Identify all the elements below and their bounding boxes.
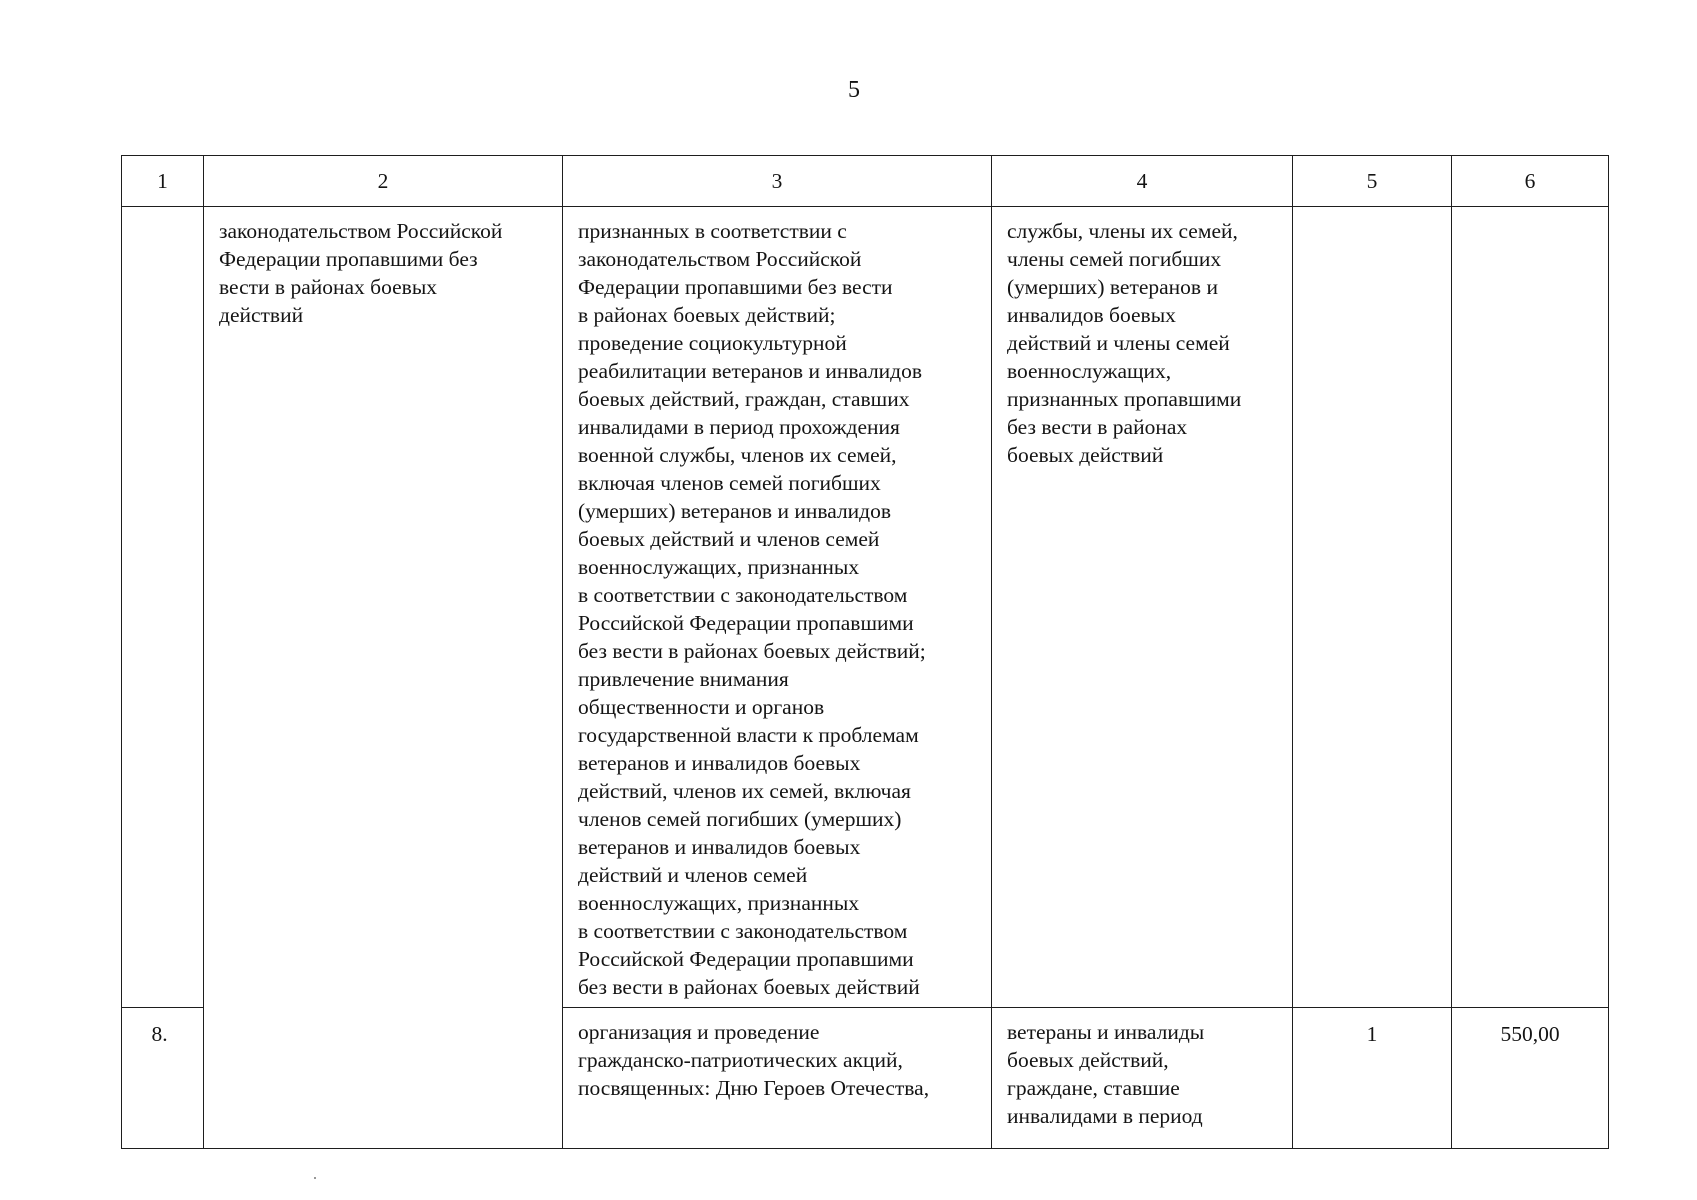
activities-text: признанных в соответствии с законодательством Российской Федерации пропавшими без вести в районах боевых действий; проведение социокультурной реабилитации ветеранов и инвалидов боевых действий, граждан, ставших инвалидами в период прохождения военной службы, членов их семей, включая членов семей погибших (умерших) ветеранов и инвалидов боевых действий и членов семей военнослужащих, признанных в соответствии с законодательством Российской Федерации пропавшими без вести в районах боевых действий; привлечение внимания общественности и органов государственной власти к проблемам ветеранов и инвалидов боевых действий, членов их семей, включая членов семей погибших (умерших) ветеранов и инвалидов боевых действий и членов семей военнослужащих, признанных в соответствии с законодательством Российской Федерации пропавшими без вести в районах боевых действий bbox=[578, 219, 926, 999]
cell-direction bbox=[204, 207, 563, 1149]
cell-amount bbox=[1452, 207, 1609, 1008]
cell-row-number bbox=[122, 1008, 204, 1149]
table-header-row bbox=[122, 156, 1609, 207]
page-number: 5 bbox=[848, 77, 860, 103]
cell-participants bbox=[992, 1008, 1293, 1149]
column-header-6: 6 bbox=[1452, 156, 1609, 207]
data-table bbox=[121, 155, 1609, 1149]
cell-amount bbox=[1452, 1008, 1609, 1149]
activities-text: организация и проведение гражданско-патриотических акций, посвященных: Дню Героев Отечества, bbox=[578, 1020, 930, 1100]
cell-activities bbox=[563, 1008, 992, 1149]
column-header-2: 2 bbox=[204, 156, 563, 207]
column-header-4: 4 bbox=[992, 156, 1293, 207]
cell-row-number bbox=[122, 207, 204, 1008]
participants-text: службы, члены их семей, члены семей погибших (умерших) ветеранов и инвалидов боевых действий и члены семей военнослужащих, признанных пропавшими без вести в районах боевых действий bbox=[1007, 219, 1242, 467]
cell-activities bbox=[563, 207, 992, 1008]
direction-text: законодательством Российской Федерации пропавшими без вести в районах боевых действий bbox=[219, 219, 503, 327]
cell-count bbox=[1293, 1008, 1452, 1149]
column-header-5: 5 bbox=[1293, 156, 1452, 207]
cell-participants bbox=[992, 207, 1293, 1008]
table-row-continued bbox=[122, 207, 1609, 1008]
column-header-1: 1 bbox=[122, 156, 204, 207]
scan-artifact bbox=[314, 1177, 316, 1179]
row-number: 8. bbox=[151, 1022, 168, 1046]
column-header-3: 3 bbox=[563, 156, 992, 207]
cell-count bbox=[1293, 207, 1452, 1008]
amount-value: 550,00 bbox=[1500, 1022, 1560, 1046]
count-value: 1 bbox=[1366, 1022, 1378, 1046]
participants-text: ветераны и инвалиды боевых действий, граждане, ставшие инвалидами в период bbox=[1007, 1020, 1205, 1128]
